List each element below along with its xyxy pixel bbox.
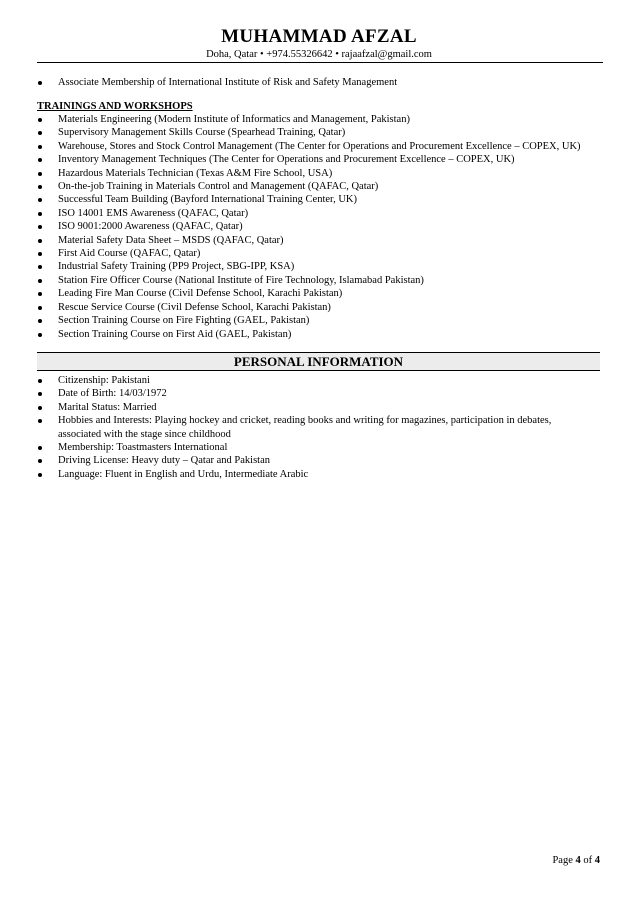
list-item: Date of Birth: 14/03/1972	[37, 387, 597, 400]
list-item: Station Fire Officer Course (National Institute of Fire Technology, Islamabad Pakistan)	[37, 274, 597, 287]
bullet-icon	[38, 252, 42, 256]
contact-line: Doha, Qatar • +974.55326642 • rajaafzal@gmail.com	[206, 49, 432, 60]
bullet-icon	[38, 239, 42, 243]
list-item: Rescue Service Course (Civil Defense School, Karachi Pakistan)	[37, 301, 597, 314]
trainings-heading: TRAININGS AND WORKSHOPS	[37, 101, 193, 112]
list-item: Section Training Course on Fire Fighting (GAEL, Pakistan)	[37, 314, 597, 327]
bullet-icon	[38, 392, 42, 396]
bullet-icon	[38, 118, 42, 122]
list-item: ISO 9001:2000 Awareness (QAFAC, Qatar)	[37, 220, 597, 233]
bullet-icon	[38, 306, 42, 310]
bullet-icon	[38, 419, 42, 423]
personal-info-title: PERSONAL INFORMATION	[233, 354, 404, 369]
list-item: Associate Membership of International Institute of Risk and Safety Management	[37, 76, 597, 89]
bullet-icon	[38, 212, 42, 216]
bullet-icon	[38, 319, 42, 323]
bullet-icon	[38, 225, 42, 229]
bullet-icon	[38, 446, 42, 450]
list-item: Materials Engineering (Modern Institute of Informatics and Management, Pakistan)	[37, 113, 597, 126]
personal-info-list	[37, 374, 597, 481]
list-item: Supervisory Management Skills Course (Spearhead Training, Qatar)	[37, 126, 597, 139]
bullet-icon	[38, 198, 42, 202]
list-item: Warehouse, Stores and Stock Control Management (The Center for Operations and Procurement Excellence – COPEX, UK)	[37, 140, 597, 153]
list-item: Material Safety Data Sheet – MSDS (QAFAC, Qatar)	[37, 234, 597, 247]
list-item: Leading Fire Man Course (Civil Defense School, Karachi Pakistan)	[37, 287, 597, 300]
bullet-icon	[38, 333, 42, 337]
candidate-name: MUHAMMAD AFZAL	[221, 26, 417, 47]
header-divider	[37, 62, 603, 63]
list-item: Hazardous Materials Technician (Texas A&M Fire School, USA)	[37, 167, 597, 180]
list-item: On-the-job Training in Materials Control and Management (QAFAC, Qatar)	[37, 180, 597, 193]
list-item: Citizenship: Pakistani	[37, 374, 597, 387]
bullet-icon	[38, 459, 42, 463]
bullet-icon	[38, 265, 42, 269]
personal-info-banner	[37, 352, 600, 371]
bullet-icon	[38, 131, 42, 135]
trainings-list	[37, 113, 597, 341]
list-item: Industrial Safety Training (PP9 Project, SBG-IPP, KSA)	[37, 260, 597, 273]
bullet-icon	[38, 145, 42, 149]
list-item: Hobbies and Interests: Playing hockey and cricket, reading books and writing for magazines, participation in debates, associated with the stage since childhood	[37, 414, 597, 441]
bullet-icon	[38, 185, 42, 189]
list-item: ISO 14001 EMS Awareness (QAFAC, Qatar)	[37, 207, 597, 220]
bullet-icon	[38, 279, 42, 283]
membership-list	[37, 76, 597, 89]
bullet-icon	[38, 172, 42, 176]
list-item: First Aid Course (QAFAC, Qatar)	[37, 247, 597, 260]
bullet-icon	[38, 158, 42, 162]
list-item: Membership: Toastmasters International	[37, 441, 597, 454]
list-item: Successful Team Building (Bayford International Training Center, UK)	[37, 193, 597, 206]
list-item: Section Training Course on First Aid (GAEL, Pakistan)	[37, 328, 597, 341]
list-item: Inventory Management Techniques (The Center for Operations and Procurement Excellence – COPEX, UK)	[37, 153, 597, 166]
bullet-icon	[38, 292, 42, 296]
list-item: Driving License: Heavy duty – Qatar and Pakistan	[37, 454, 597, 467]
list-item: Language: Fluent in English and Urdu, Intermediate Arabic	[37, 468, 597, 481]
bullet-icon	[38, 379, 42, 383]
page-number: Page 4 of 4	[552, 855, 600, 866]
bullet-icon	[38, 473, 42, 477]
list-item: Marital Status: Married	[37, 401, 597, 414]
bullet-icon	[38, 406, 42, 410]
bullet-icon	[38, 81, 42, 85]
